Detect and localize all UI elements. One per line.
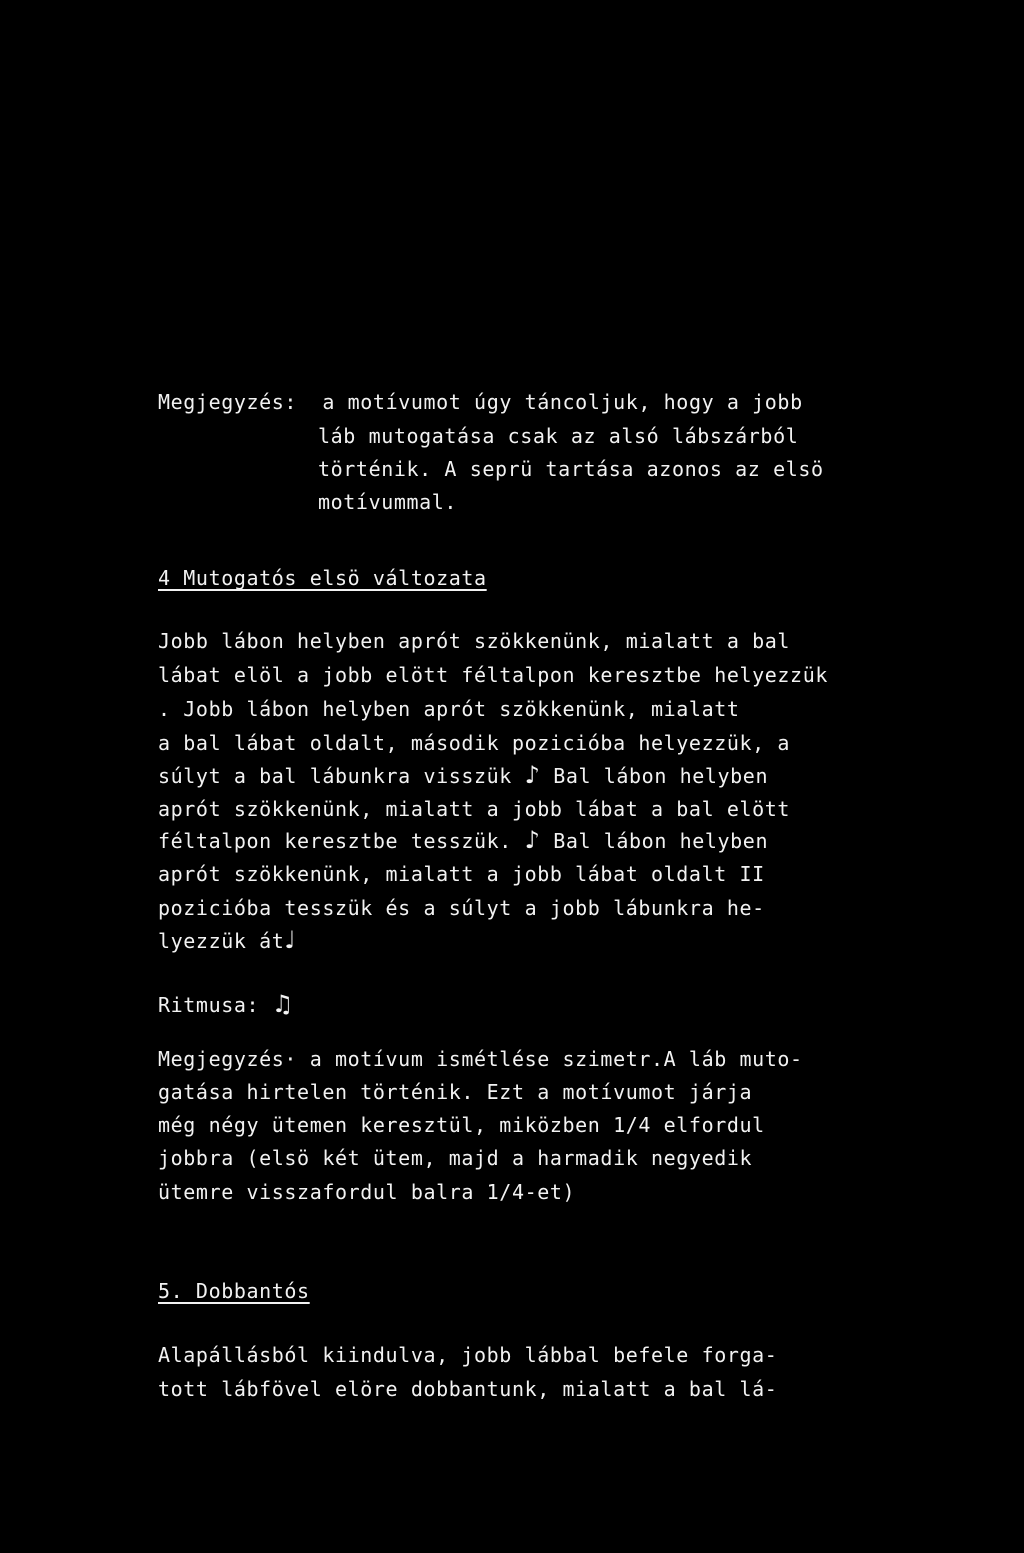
note1-label: Megjegyzés: a motívumot úgy táncoljuk, hogy a jobb — [158, 390, 803, 414]
section5-heading: 5. Dobbantós — [158, 1279, 310, 1303]
note1-line-2: láb mutogatása csak az alsó lábszárból — [318, 424, 799, 448]
rhythm-label: Ritmusa: — [158, 993, 260, 1017]
note2-line-3: még négy ütemen keresztül, miközben 1/4 elfordul — [158, 1113, 765, 1137]
s4-line-2: lábat elöl a jobb elött féltalpon keresztbe helyezzük — [158, 663, 828, 687]
section4-heading: 4 Mutogatós elsö változata — [158, 566, 487, 590]
s4-line-6: aprót szökkenünk, mialatt a jobb lábat a bal elött — [158, 797, 791, 821]
note2-line-1: Megjegyzés· a motívum ismétlése szimetr.A láb muto- — [158, 1047, 803, 1071]
s5-line-2: tott lábfövel elöre dobbantunk, mialatt a bal lá- — [158, 1377, 778, 1401]
beamed-notes-icon: ♫ — [271, 990, 294, 1018]
note1-line-3: történik. A seprü tartása azonos az elsö — [318, 457, 824, 481]
s4-line-3: . Jobb lábon helyben aprót szökkenünk, mialatt — [158, 697, 740, 721]
eighth-note-icon: ♪ — [524, 761, 541, 789]
s4-line-7: féltalpon keresztbe tesszük. ♪ Bal lábon helyben — [158, 826, 769, 854]
s4-line-10: lyezzük át♩ — [158, 926, 297, 954]
note2-line-5: ütemre visszafordul balra 1/4-et) — [158, 1180, 576, 1204]
quarter-note-icon: ♩ — [284, 926, 297, 954]
rhythm-line — [158, 990, 294, 1018]
s4-line-4: a bal lábat oldalt, második pozicióba helyezzük, a — [158, 731, 791, 755]
note2-line-4: jobbra (elsö két ütem, majd a harmadik negyedik — [158, 1146, 753, 1170]
eighth-note-icon: ♪ — [524, 826, 541, 854]
s4-line-8: aprót szökkenünk, mialatt a jobb lábat oldalt II — [158, 862, 765, 886]
note1-line-4: motívummal. — [318, 490, 458, 514]
note1-line-1: a motívumot úgy táncoljuk, hogy a jobb — [322, 390, 803, 414]
s5-line-1: Alapállásból kiindulva, jobb lábbal befele forga- — [158, 1343, 778, 1367]
note2-line-2: gatása hirtelen történik. Ezt a motívumot járja — [158, 1080, 753, 1104]
s4-line-1: Jobb lábon helyben aprót szökkenünk, mialatt a bal — [158, 629, 791, 653]
s4-line-5: súlyt a bal lábunkra visszük ♪ Bal lábon helyben — [158, 761, 769, 789]
s4-line-9: pozicióba tesszük és a súlyt a jobb lábunkra he- — [158, 896, 765, 920]
